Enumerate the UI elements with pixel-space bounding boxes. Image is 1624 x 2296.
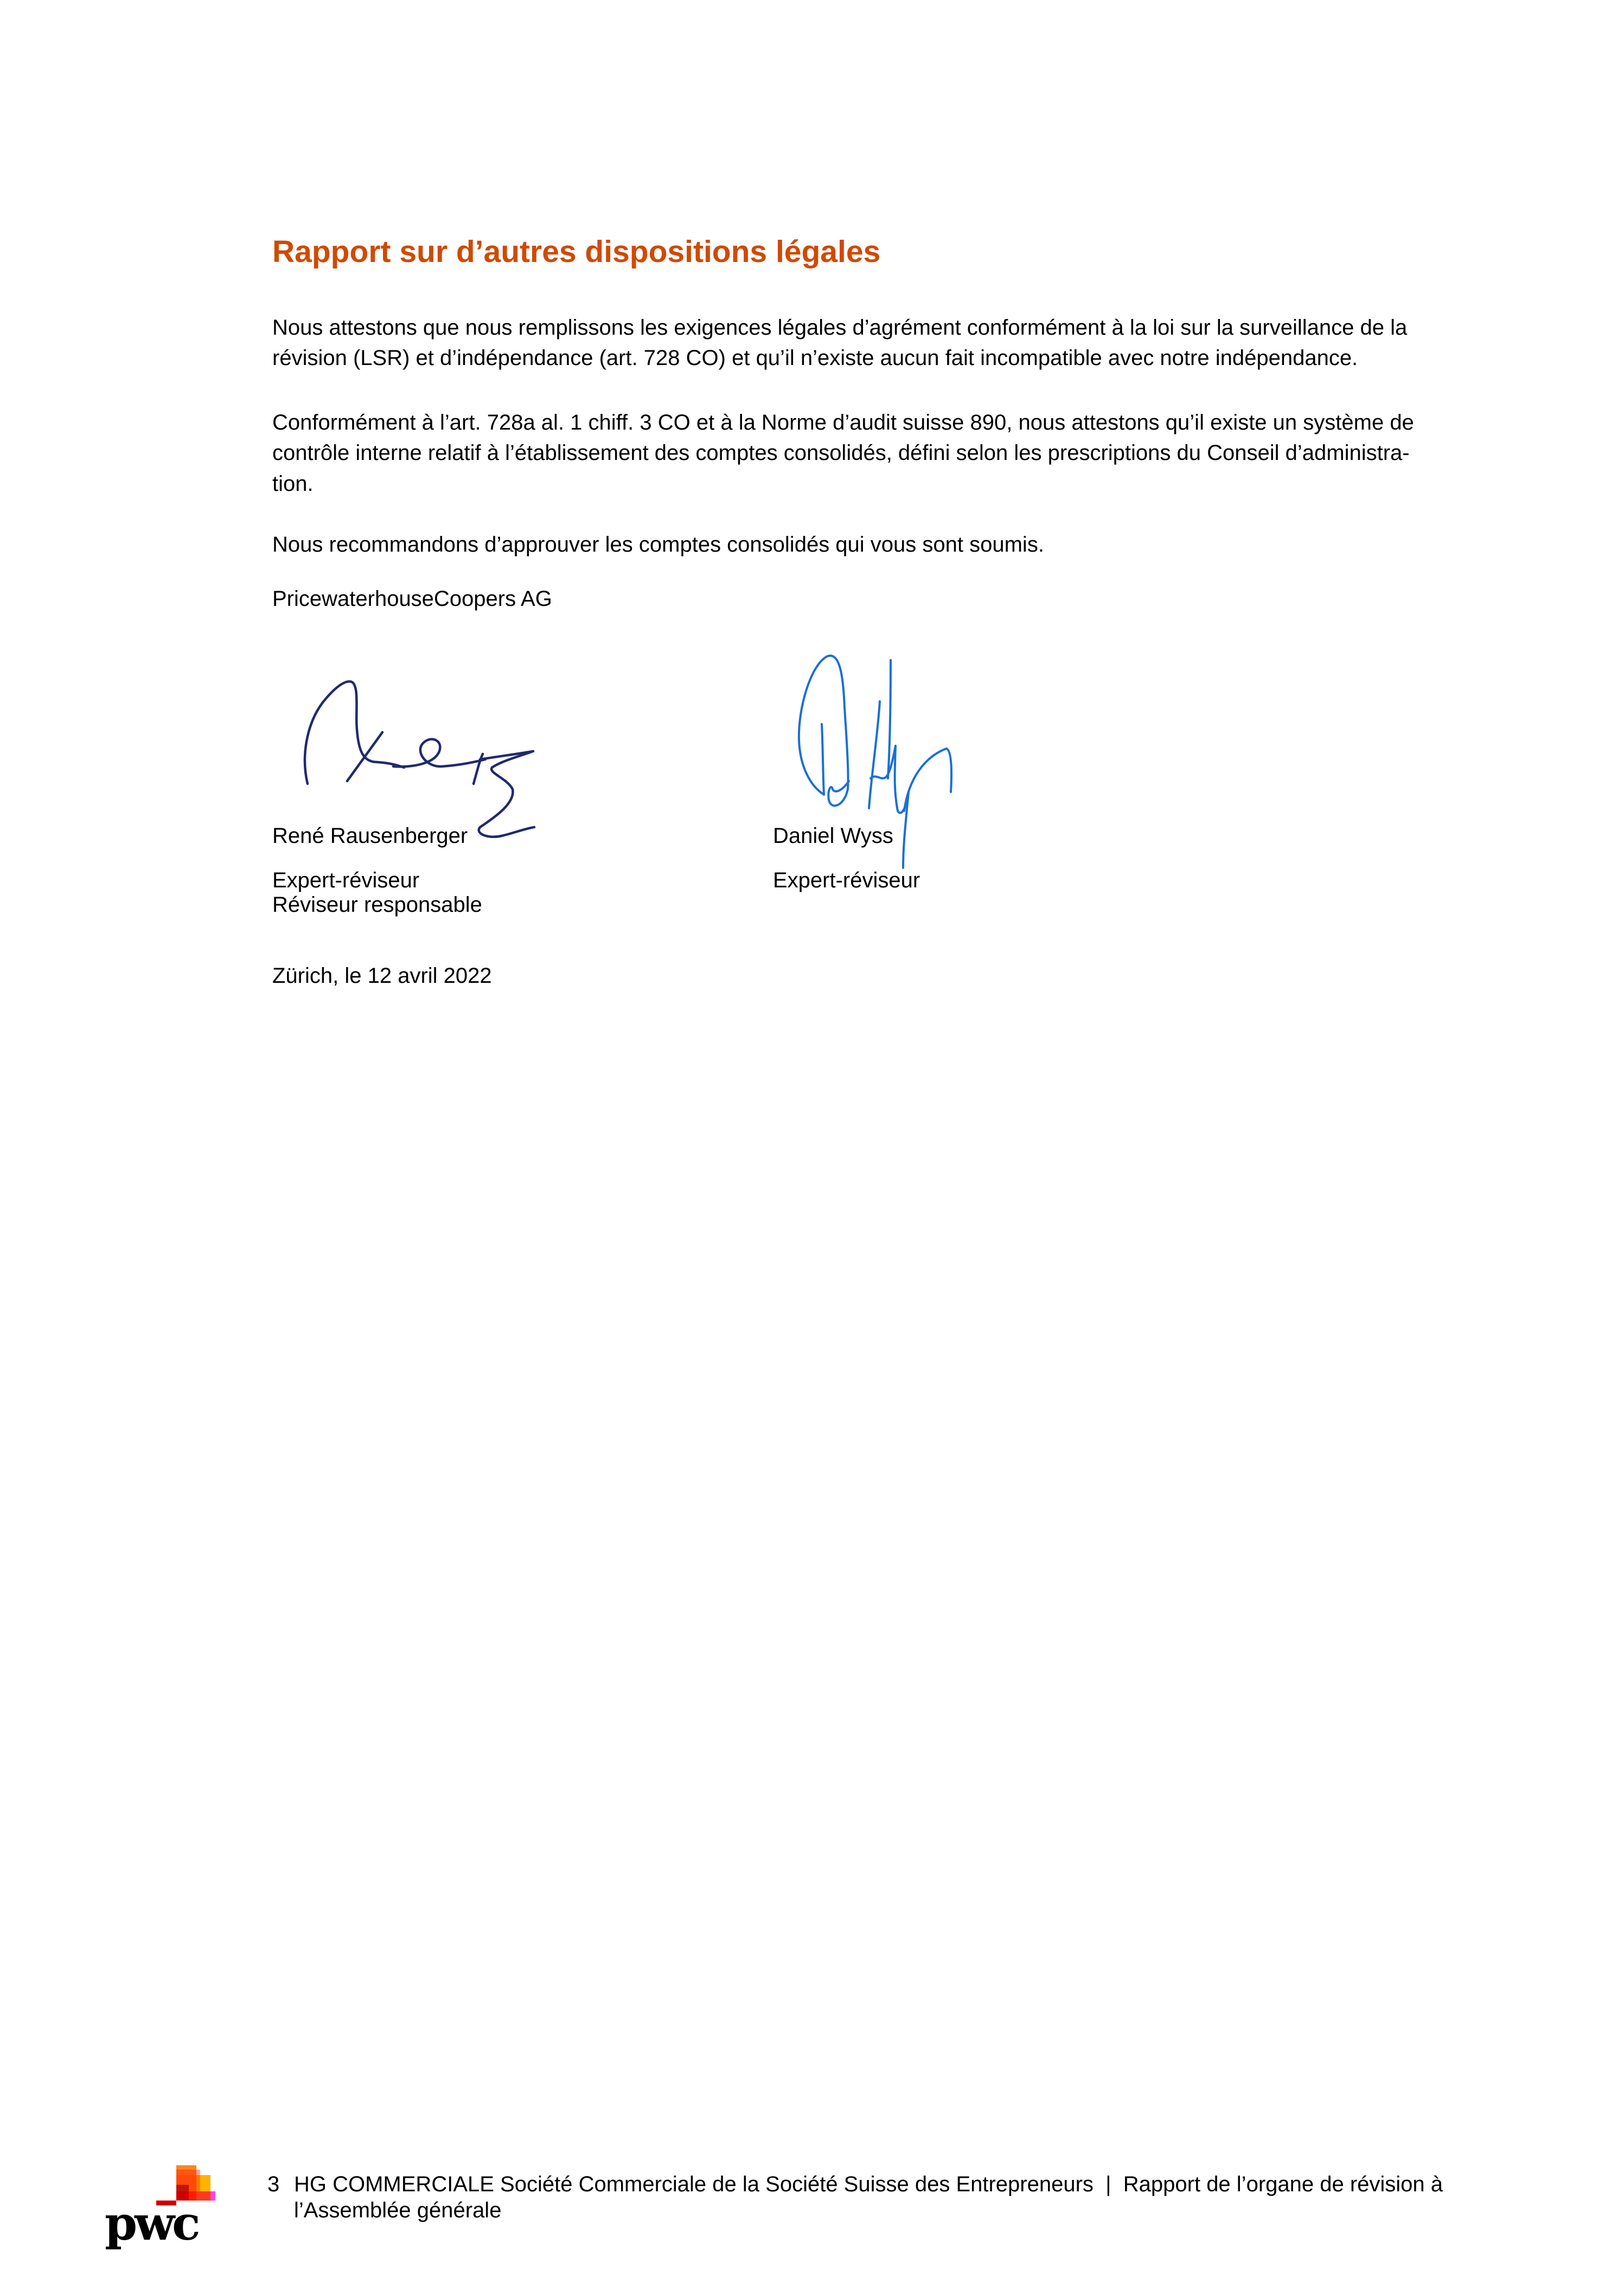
signatory-roles-1 (272, 868, 482, 917)
place-date-text: Zürich, le 12 avril 2022 (272, 963, 492, 988)
logo-block-red-orange (196, 2191, 210, 2201)
firm-name-text: PricewaterhouseCoopers AG (272, 586, 552, 611)
firm-name (272, 584, 552, 615)
logo-block-top-band (176, 2165, 196, 2170)
role-label: Expert-réviseur (773, 868, 920, 892)
paragraph-line: Nous attestons que nous remplissons les exigences légales d’agrément conformément à la loi sur la surveillance de la (272, 315, 1408, 340)
paragraph-line: tion. (272, 471, 314, 496)
logo-block-orange (196, 2175, 200, 2191)
paragraph-recommendation (272, 529, 1044, 560)
pwc-wordmark: pwc (105, 2196, 198, 2251)
logo-block-amber (200, 2175, 210, 2191)
logo-block-magenta (210, 2191, 215, 2201)
paragraph-independence (272, 312, 1407, 374)
footer-line: l’Assemblée générale (294, 2198, 502, 2222)
footer-document-title (294, 2171, 1443, 2223)
place-date (272, 961, 492, 992)
role-label: Expert-réviseur (272, 868, 420, 892)
logo-block-dark-red (176, 2185, 189, 2191)
paragraph-line: contrôle interne relatif à l’établissement des comptes consolidés, défini selon les prescriptions du Conseil d’administra- (272, 441, 1410, 465)
signatory-name-2: Daniel Wyss (773, 823, 893, 848)
signatory-roles-2 (773, 868, 920, 893)
logo-block-orange-red (176, 2170, 196, 2175)
signature-rene-rausenberger (301, 675, 540, 843)
paragraph-line: Conformément à l’art. 728a al. 1 chiff. 3 CO et à la Norme d’audit suisse 890, nous attestons qu’il existe un système de (272, 410, 1414, 434)
paragraph-internal-control (272, 407, 1414, 500)
footer-line: HG COMMERCIALE Société Commerciale de la Société Suisse des Entrepreneurs | Rapport de l’organe de révision à (294, 2172, 1443, 2196)
paragraph-line: Nous recommandons d’approuver les comptes consolidés qui vous sont soumis. (272, 532, 1044, 557)
signatory-name-1: René Rausenberger (272, 823, 468, 848)
role-label: Réviseur responsable (272, 893, 482, 917)
section-title: Rapport sur d’autres dispositions légales (272, 234, 881, 269)
page-number: 3 (267, 2172, 280, 2196)
paragraph-line: révision (LSR) et d’indépendance (art. 728 CO) et qu’il n’existe aucun fait incompatible avec notre indépendance. (272, 346, 1358, 370)
logo-block-salmon (196, 2170, 200, 2175)
